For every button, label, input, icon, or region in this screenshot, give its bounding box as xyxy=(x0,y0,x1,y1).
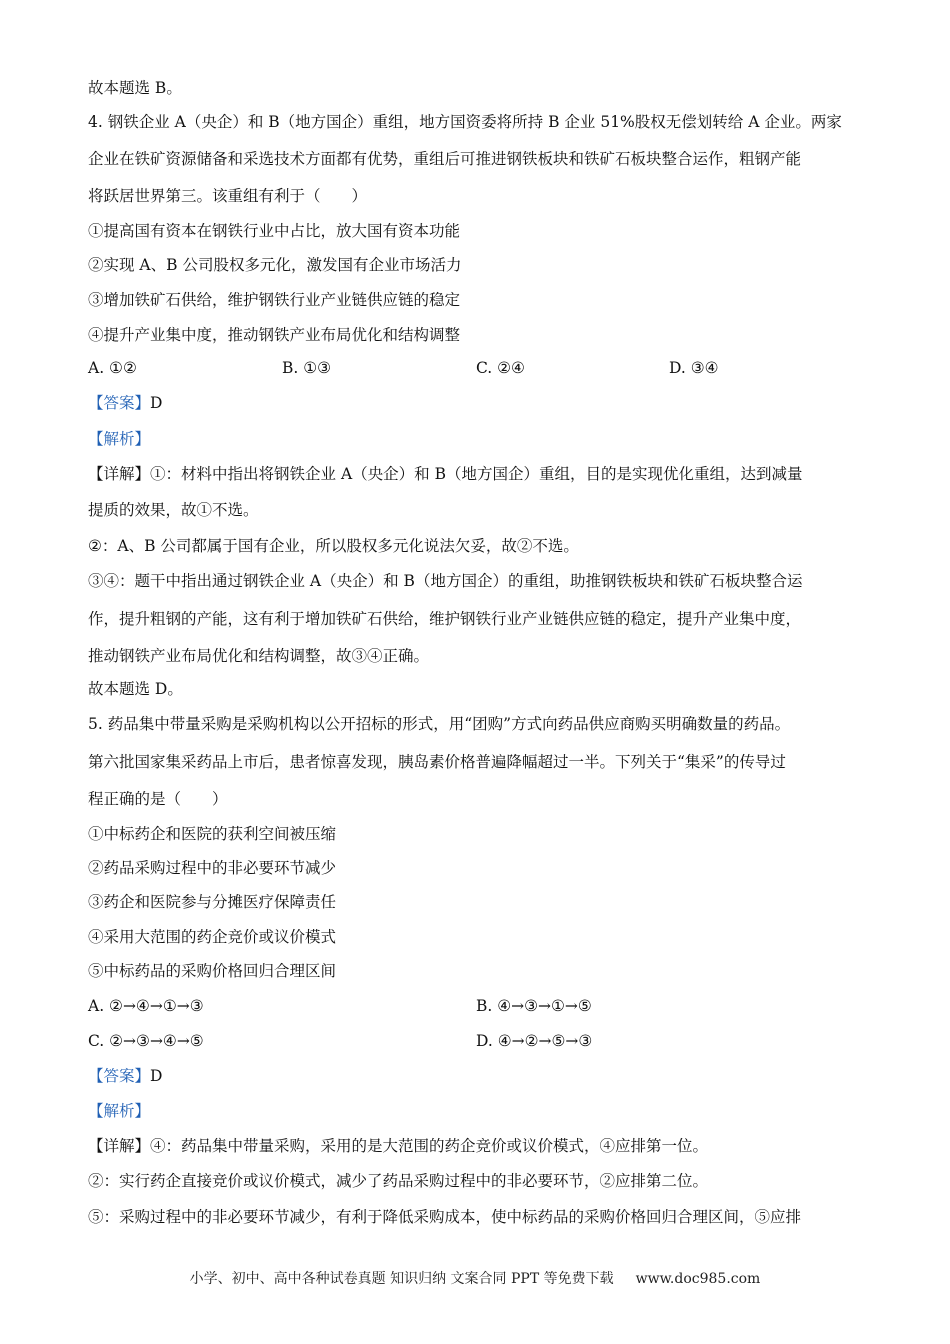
q5-detail-line-1 xyxy=(88,1135,708,1157)
q4-detail-line-1 xyxy=(88,463,802,485)
analysis-tag: 【解析】 xyxy=(88,1102,151,1120)
q4-statement-2: ②实现 A、B 公司股权多元化，激发国有企业市场活力 xyxy=(88,256,462,274)
q5-stem-line-3: 程正确的是（ ） xyxy=(88,790,228,808)
q4-statement-1: ①提高国有资本在钢铁行业中占比，放大国有资本功能 xyxy=(88,222,461,240)
detail-text: ①：材料中指出将钢铁企业 A（央企）和 B（地方国企）重组，目的是实现优化重组，达到减量 xyxy=(150,465,803,483)
page-footer xyxy=(0,1268,950,1288)
q4-statement-4: ④提升产业集中度，推动钢铁产业布局优化和结构调整 xyxy=(88,326,461,344)
q5-analysis-heading xyxy=(88,1100,150,1122)
q4-statement-3: ③增加铁矿石供给，维护钢铁行业产业链供应链的稳定 xyxy=(88,291,461,309)
q4-analysis-heading xyxy=(88,428,150,450)
q4-option-c: C. ②④ xyxy=(476,359,525,377)
q4-option-d: D. ③④ xyxy=(669,359,719,377)
answer-tag: 【答案】 xyxy=(88,1067,151,1085)
footer-text: 小学、初中、高中各种试卷真题 知识归纳 文案合同 PPT 等免费下载 xyxy=(189,1271,614,1287)
q4-detail-line-6: 推动钢铁产业布局优化和结构调整，故③④正确。 xyxy=(88,647,430,665)
q4-stem-line-2: 企业在铁矿资源储备和采选技术方面都有优势，重组后可推进钢铁板块和铁矿石板块整合运作，粗钢产能 xyxy=(88,150,802,168)
detail-text: ④：药品集中带量采购，采用的是大范围的药企竞价或议价模式，④应排第一位。 xyxy=(150,1137,709,1155)
detail-tag: 【详解】 xyxy=(88,1137,151,1155)
q4-option-a: A. ①② xyxy=(88,359,137,377)
q5-detail-line-2: ②：实行药企直接竞价或议价模式，减少了药品采购过程中的非必要环节，②应排第二位。 xyxy=(88,1172,709,1190)
q4-stem-line-1: 4. 钢铁企业 A（央企）和 B（地方国企）重组，地方国资委将所持 B 企业 51%股权无偿划转给 A 企业。两家 xyxy=(88,113,842,131)
q5-statement-5: ⑤中标药品的采购价格回归合理区间 xyxy=(88,962,337,980)
q5-answer xyxy=(88,1065,162,1087)
q5-statement-2: ②药品采购过程中的非必要环节减少 xyxy=(88,859,337,877)
q4-stem-line-3: 将跃居世界第三。该重组有利于（ ） xyxy=(88,187,368,205)
q4-detail-line-5: 作，提升粗钢的产能，这有利于增加铁矿石供给，维护钢铁行业产业链供应链的稳定，提升产业集中度， xyxy=(88,610,802,628)
q5-stem-line-2: 第六批国家集采药品上市后，患者惊喜发现，胰岛素价格普遍降幅超过一半。下列关于“集采”的传导过 xyxy=(88,753,786,771)
q5-option-c: C. ②→③→④→⑤ xyxy=(88,1032,204,1050)
q4-conclusion: 故本题选 D。 xyxy=(88,680,183,698)
q5-stem-line-1: 5. 药品集中带量采购是采购机构以公开招标的形式，用“团购”方式向药品供应商购买明确数量的药品。 xyxy=(88,715,791,733)
q5-statement-4: ④采用大范围的药企竞价或议价模式 xyxy=(88,928,337,946)
detail-tag: 【详解】 xyxy=(88,465,151,483)
q5-detail-line-3: ⑤：采购过程中的非必要环节减少，有利于降低采购成本，使中标药品的采购价格回归合理区间，⑤应排 xyxy=(88,1208,802,1226)
q5-statement-1: ①中标药企和医院的获利空间被压缩 xyxy=(88,825,337,843)
answer-value: D xyxy=(150,1067,163,1085)
q4-detail-line-3: ②：A、B 公司都属于国有企业，所以股权多元化说法欠妥，故②不选。 xyxy=(88,537,579,555)
q5-option-b: B. ④→③→①→⑤ xyxy=(476,997,592,1015)
q4-detail-line-4: ③④：题干中指出通过钢铁企业 A（央企）和 B（地方国企）的重组，助推钢铁板块和铁矿石板块整合运 xyxy=(88,572,803,590)
q3-conclusion: 故本题选 B。 xyxy=(88,79,182,97)
footer-url[interactable]: www.doc985.com xyxy=(635,1271,761,1287)
q5-option-d: D. ④→②→⑤→③ xyxy=(476,1032,593,1050)
q4-option-b: B. ①③ xyxy=(282,359,332,377)
q5-option-a: A. ②→④→①→③ xyxy=(88,997,204,1015)
q4-detail-line-2: 提质的效果，故①不选。 xyxy=(88,501,259,519)
analysis-tag: 【解析】 xyxy=(88,430,151,448)
q4-answer xyxy=(88,392,162,414)
q5-statement-3: ③药企和医院参与分摊医疗保障责任 xyxy=(88,893,337,911)
answer-value: D xyxy=(150,394,163,412)
answer-tag: 【答案】 xyxy=(88,394,151,412)
